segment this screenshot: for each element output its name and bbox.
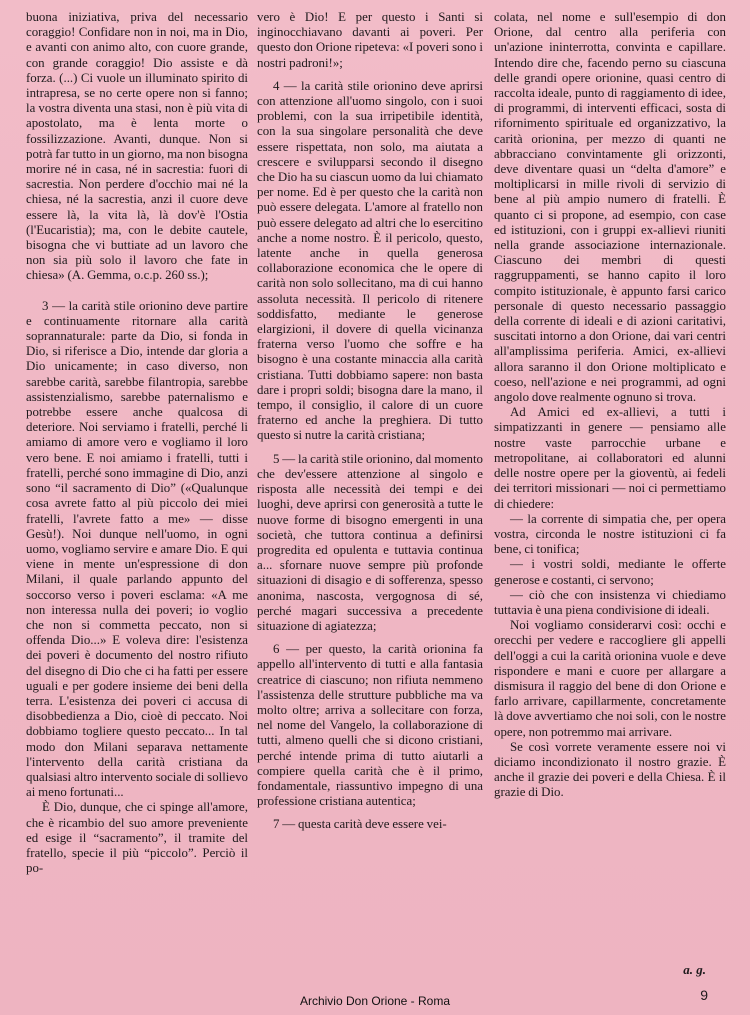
list-item: — ciò che con insistenza vi chiediamo tuttavia è una piena condivisione di ideali. xyxy=(494,587,726,617)
paragraph-point-6: 6 — per questo, la carità orionina fa appello all'intervento di tutti e alla fantasia creatrice di ciascuno; non rifiuta nemmeno l'assistenza delle strutture pubbliche ma va molto oltre; arriva a sollecitare con forza, nel nome del Vangelo, la collaborazione di tutti, almeno quelli che si dicono cristiani, perché intende prima di tutto aiutarli a compiere quella carità che è il primo, fondamentale, riassuntivo impegno di una professione cristiana autentica; xyxy=(257,642,483,809)
archive-label: Archivio Don Orione - Roma xyxy=(299,994,451,1008)
paragraph: colata, nel nome e sull'esempio di don Orione, dal centro alla periferia con un'azione ininterrotta, convinta e capillare. Intendo dire che, facendo perno su ciascuna delle grandi opere orionine, quasi centro di raccolta ideale, punto di raggiamento di idee, di programmi, di interventi efficaci, sosta di rifornimento spirituale ed organizzativo, la carità orionina, per mezzo di quanti ne abbracciano convintamente gli orizzonti, deve diventare quasi un “delta d'amore” e moltiplicarsi in mille rivoli di servizio di bene al più ampio numero di fratelli. È quanto ci si propone, ad esempio, con case ed istituzioni, con i gruppi ex-allievi riuniti nella grande associazione internazionale. Ciascuno dei membri di questi raggruppamenti, se hanno capito il loro compito istituzionale, è appunto farsi carico personale di questo necessario passaggio della corrente di ideali e di azioni caritativi, suscitati intorno a don Orione, dai vari centri all'amplissima periferia. Amici, ex-allievi allora saranno il don Orione moltiplicato e coeso, nell'azione e nei programmi, ad ogni angolo dove realmente ognuno si trova. xyxy=(494,10,726,405)
list-item: — la corrente di simpatia che, per opera vostra, circonda le nostre istituzioni ci fa bene, ci tonifica; xyxy=(494,511,726,557)
author-signature: a. g. xyxy=(683,962,706,977)
paragraph: Se così vorrete veramente essere noi vi diciamo incondizionato il nostro grazie. È anche il grazie dei poveri e della Chiesa. È il grazie di Dio. xyxy=(494,739,726,800)
text-column-2 xyxy=(257,10,483,833)
paragraph: vero è Dio! E per questo i Santi si inginocchiavano davanti ai poveri. Per questo don Orione ripeteva: «I poveri sono i nostri padroni!»; xyxy=(257,10,483,70)
paragraph-point-3: 3 — la carità stile orionino deve partire e continuamente ritornare alla carità soprannaturale: parte da Dio, si fonda in Dio, si riferisce a Dio, intende dar gloria a Dio unicamente; in caso diverso, non sarebbe carità, sarebbe filantropia, sarebbe assistenzialismo, sarebbe paternalismo e potrebbe essere anche qualcosa di deteriore. Noi serviamo i fratelli, perché li amiamo di amore vero e vogliamo il loro vero bene. E noi amiamo i fratelli, tutti i fratelli, perché sono immagine di Dio, anzi sono “il sacramento di Dio” («Qualunque cosa avrete fatto al più piccolo dei miei fratelli, l'avrete fatto a me» — disse Gesù!). Noi dunque nell'uomo, in ogni uomo, vogliamo servire e amare Dio. E qui viene in mente un'espressione di don Milani, il quale parlando appunto del soccorso verso i poveri esclama: «A me non interessa nulla dei poveri; io voglio che non si commetta peccato, non si offenda Dio...» E voleva dire: l'esistenza dei poveri è documento del nostro rifiuto del disegno di Dio che ci ha fatti per essere uguali e per godere insieme dei beni della terra. L'esistenza dei poveri ci accusa di disobbedienza a Dio, cioè di peccato. Noi dobbiamo togliere questo peccato... In tal modo don Milani separava nettamente l'intervento della carità cristiana da qualsiasi altro intervento sociale di sollievo ai meno fortunati... xyxy=(26,298,248,800)
paragraph-point-7: 7 — questa carità deve essere vei- xyxy=(273,817,447,832)
paragraph: buona iniziativa, priva del necessario coraggio! Confidare non in noi, ma in Dio, e avanti con animo alto, con cuore grande, con grande coraggio! Dio assiste e dà forza. (...) Ci vuole un illuminato spirito di intrapresa, se no certe opere non si fanno; la vostra diventa una stasi, non è più vita di apostolato, ma è lenta morte o fossilizzazione. Avanti, dunque. Non si potrà far tutto in un giorno, ma non bisogna morire né in casa, né in sacrestia: fuori di sacrestia. Non perdere d'occhio mai né la chiesa, né la sacrestia, anzi il cuore deve essere là, la vita là, là dov'è l'Ostia (l'Eucaristia); ma, con le debite cautele, bisogna che vi buttiate ad un lavoro che non sia più solo il lavoro che fate in chiesa» (A. Gemma, o.c.p. 260 ss.); xyxy=(26,10,248,283)
text-column-3 xyxy=(494,10,726,801)
list-item: — i vostri soldi, mediante le offerte generose e costanti, ci servono; xyxy=(494,557,726,587)
text-column-1 xyxy=(26,10,248,876)
paragraph: È Dio, dunque, che ci spinge all'amore, che è ricambio del suo amore preveniente ed esige il “sacramento”, il tramite del fratello, specie il più “piccolo”. Perciò il po- xyxy=(26,800,248,876)
page-number: 9 xyxy=(700,987,708,1003)
paragraph-point-5: 5 — la carità stile orionino, dal momento che dev'essere attenzione al singolo e risposta alle necessità dei tempi e dei luoghi, deve aprirsi con generosità a tutte le nuove forme di bisogno emergenti in una società, che tuttora continua a definirsi progredita ed opulenta e tuttavia continua a... sfornare nuove sempre più profonde situazioni di disagio e di sofferenza, spesso anonima, nascosta, vergognosa di sé, perché magari successiva a precedente situazione di agiatezza; xyxy=(257,451,483,633)
archive-footer xyxy=(0,994,750,1008)
paragraph: Ad Amici ed ex-allievi, a tutti i simpatizzanti in genere — pensiamo alle nostre vaste parrocchie urbane e metropolitane, ai collaboratori ed alunni delle nostre opere per la gioventù, ai fedeli dei territori missionari — noi ci permettiamo di chiedere: xyxy=(494,405,726,511)
paragraph: Noi vogliamo considerarvi così: occhi e orecchi per vedere e raccogliere gli appelli dell'oggi a cui la carità orionina vuole e deve rispondere e mani e cuore per allargare a dismisura il raggio del bene di don Orione e farlo arrivare, capillarmente, concretamente là dove avvertiamo che noi soli, con le nostre opere, non potremmo mai arrivare. xyxy=(494,618,726,739)
paragraph-point-4: 4 — la carità stile orionino deve aprirsi con attenzione all'uomo singolo, con i suoi problemi, con la sua irripetibile identità, con la sua singolare personalità che deve essere rispettata, non solo, ma aiutata a crescere e svilupparsi secondo il disegno che Dio ha su ciascun uomo da lui chiamato per nome. Ed è per questo che la carità non può essere delegata. L'amore al fratello non può essere delegato ad altri che lo esercitino anche a nome nostro. È il pericolo, questo, latente anche in quella generosa collaborazione economica che le opere di carità non solo sollecitano, ma di cui hanno assoluta necessità. Il pericolo di ritenere soddisfatto, mediante le generose elargizioni, il dovere di quella vicinanza fraterna verso l'uomo che soffre e ha bisogno è una costante minaccia alla carità cristiana. Tutti dobbiamo sapere: non basta dare i propri soldi; bisogna dare la mano, il tempo, il consiglio, il calore di un cuore fraterno ed anche la preghiera. Di tutto questo si nutre la carità cristiana; xyxy=(257,78,483,443)
